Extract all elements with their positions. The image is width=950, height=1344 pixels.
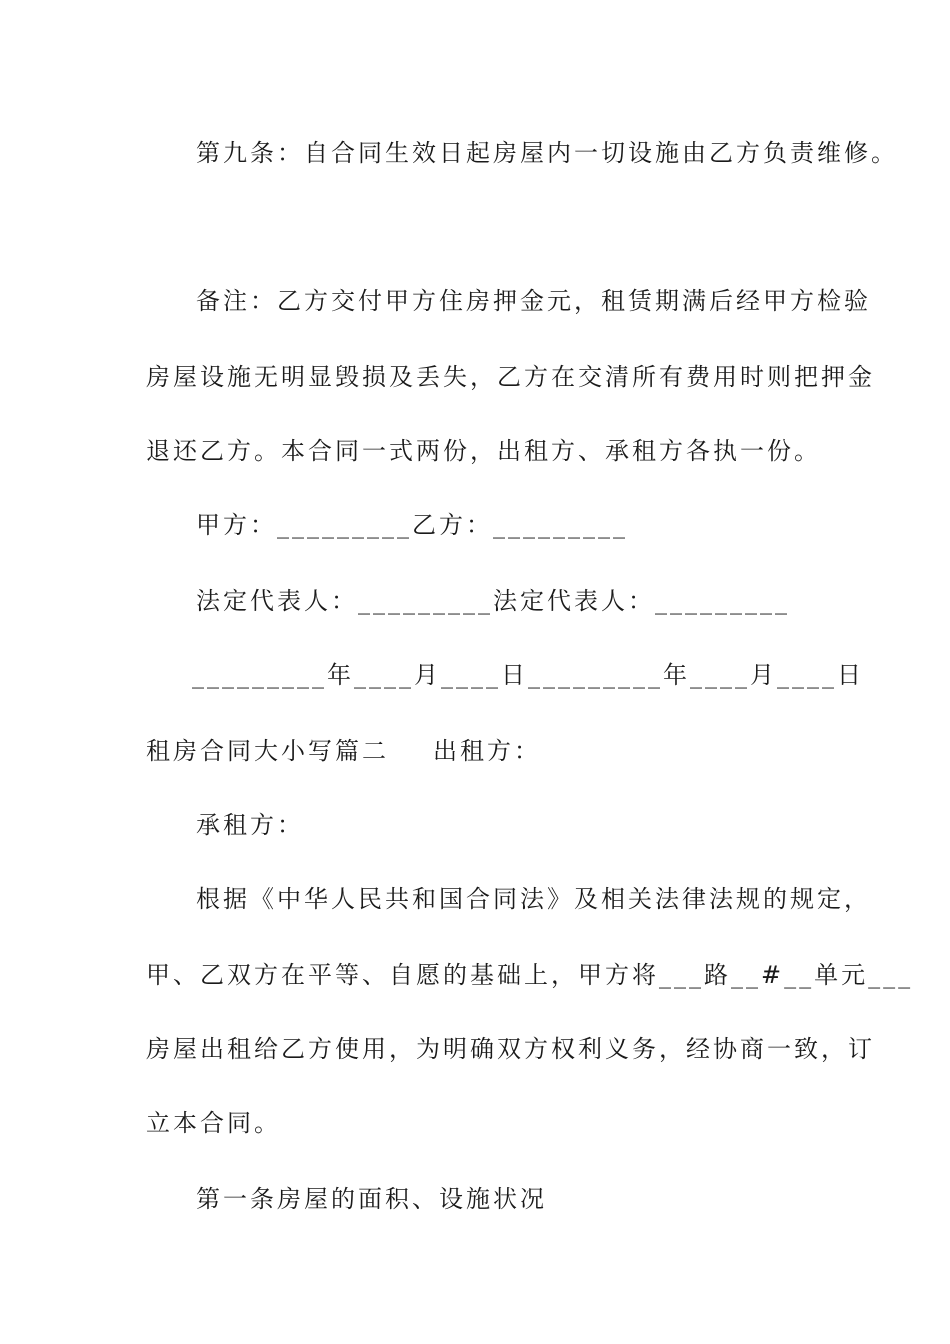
- remark-line-1: 备注：乙方交付甲方住房押金元，租赁期满后经甲方检验: [196, 287, 871, 315]
- representative-signature-line: 法定代表人：_________法定代表人：_________: [196, 587, 790, 615]
- intro-line-1: 根据《中华人民共和国合同法》及相关法律法规的规定，: [196, 885, 871, 913]
- article-nine-text: 第九条：自合同生效日起房屋内一切设施由乙方负责维修。: [196, 139, 898, 167]
- article-one-heading: 第一条房屋的面积、设施状况: [196, 1185, 547, 1213]
- intro-line-2: 甲、乙双方在平等、自愿的基础上，甲方将___路__#__单元___: [146, 961, 914, 989]
- remark-line-3: 退还乙方。本合同一式两份，出租方、承租方各执一份。: [146, 437, 821, 465]
- date-line: _________年____月____日_________年____月____日: [192, 661, 864, 689]
- intro-line-3: 房屋出租给乙方使用，为明确双方权利义务，经协商一致，订: [146, 1035, 875, 1063]
- intro-line-4: 立本合同。: [146, 1109, 281, 1137]
- lessor-label: 出租方：: [433, 737, 541, 765]
- remark-line-2: 房屋设施无明显毁损及丢失，乙方在交清所有费用时则把押金: [146, 363, 875, 391]
- party-signature-line: 甲方：_________乙方：_________: [196, 511, 628, 539]
- section-title: 租房合同大小写篇二: [146, 737, 389, 765]
- lessee-label: 承租方：: [196, 811, 304, 839]
- section-heading-row: [146, 736, 541, 766]
